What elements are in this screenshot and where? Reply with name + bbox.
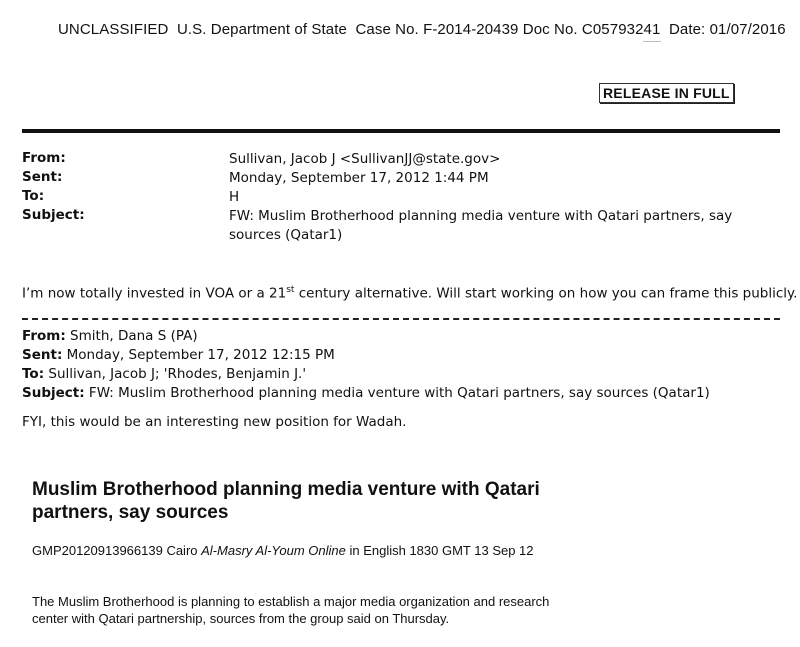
fwd-subject-value: FW: Muslim Brotherhood planning media venture with Qatari partners, say sources (Qatar1) xyxy=(84,385,710,401)
from-row xyxy=(22,150,782,169)
to-label: To: xyxy=(22,188,45,204)
from-label: From: xyxy=(22,150,66,166)
sent-value: Monday, September 17, 2012 1:44 PM xyxy=(229,170,489,186)
fwd-sent-label: Sent: xyxy=(22,347,63,363)
sent-label: Sent: xyxy=(22,169,63,185)
fwd-subject-label: Subject: xyxy=(22,385,85,401)
fwd-sent-row xyxy=(22,346,710,365)
source-publication: Al-Masry Al-Youm Online xyxy=(201,543,346,558)
article-source xyxy=(32,542,572,559)
fwd-from-row xyxy=(22,327,710,346)
article-paragraph: The Muslim Brotherhood is planning to establish a major media organization and research center with Qatari partnership, sources from the group said on Thursday. xyxy=(32,594,550,626)
fwd-to-row xyxy=(22,365,710,384)
subject-label: Subject: xyxy=(22,207,85,223)
email-body-text-cont: century alternative. Will start working on how you can frame this publicly. xyxy=(294,285,798,302)
source-details: in English 1830 GMT 13 Sep 12 xyxy=(345,543,534,558)
fwd-to-label: To: xyxy=(22,366,45,382)
header-underline-mark xyxy=(643,41,661,42)
to-value: H xyxy=(229,189,240,205)
article-title: Muslim Brotherhood planning media venture with Qatari partners, say sources xyxy=(32,479,540,523)
document-header xyxy=(58,21,786,38)
release-date: Date: 01/07/2016 xyxy=(668,21,786,38)
to-row xyxy=(22,188,782,207)
header-divider xyxy=(22,129,780,133)
ordinal-suffix: st xyxy=(286,285,295,295)
fwd-from-label: From: xyxy=(22,328,66,344)
fwd-to-value: Sullivan, Jacob J; 'Rhodes, Benjamin J.' xyxy=(44,366,307,382)
fwd-subject-row xyxy=(22,384,710,403)
classification-label: UNCLASSIFIED xyxy=(58,21,169,38)
sent-row xyxy=(22,169,782,188)
email-body xyxy=(22,285,797,302)
subject-row xyxy=(22,207,782,247)
fwd-from-value: Smith, Dana S (PA) xyxy=(65,328,198,344)
forward-divider xyxy=(22,318,780,320)
agency-label: U.S. Department of State xyxy=(176,21,347,38)
release-stamp: RELEASE IN FULL xyxy=(599,83,734,103)
fwd-sent-value: Monday, September 17, 2012 12:15 PM xyxy=(62,347,335,363)
source-id: GMP20120913966139 Cairo xyxy=(32,543,202,558)
from-value: Sullivan, Jacob J <SullivanJJ@state.gov> xyxy=(229,151,501,167)
subject-value: FW: Muslim Brotherhood planning media venture with Qatari partners, say sources (Qatar1) xyxy=(229,208,733,243)
email-body-text: I’m now totally invested in VOA or a 21 xyxy=(22,285,287,302)
case-number: Case No. F-2014-20439 xyxy=(355,21,519,38)
forwarded-header xyxy=(22,327,710,403)
doc-number: Doc No. C05793241 xyxy=(522,21,661,38)
email-metadata xyxy=(22,150,782,247)
forward-note: FYI, this would be an interesting new position for Wadah. xyxy=(22,414,407,430)
